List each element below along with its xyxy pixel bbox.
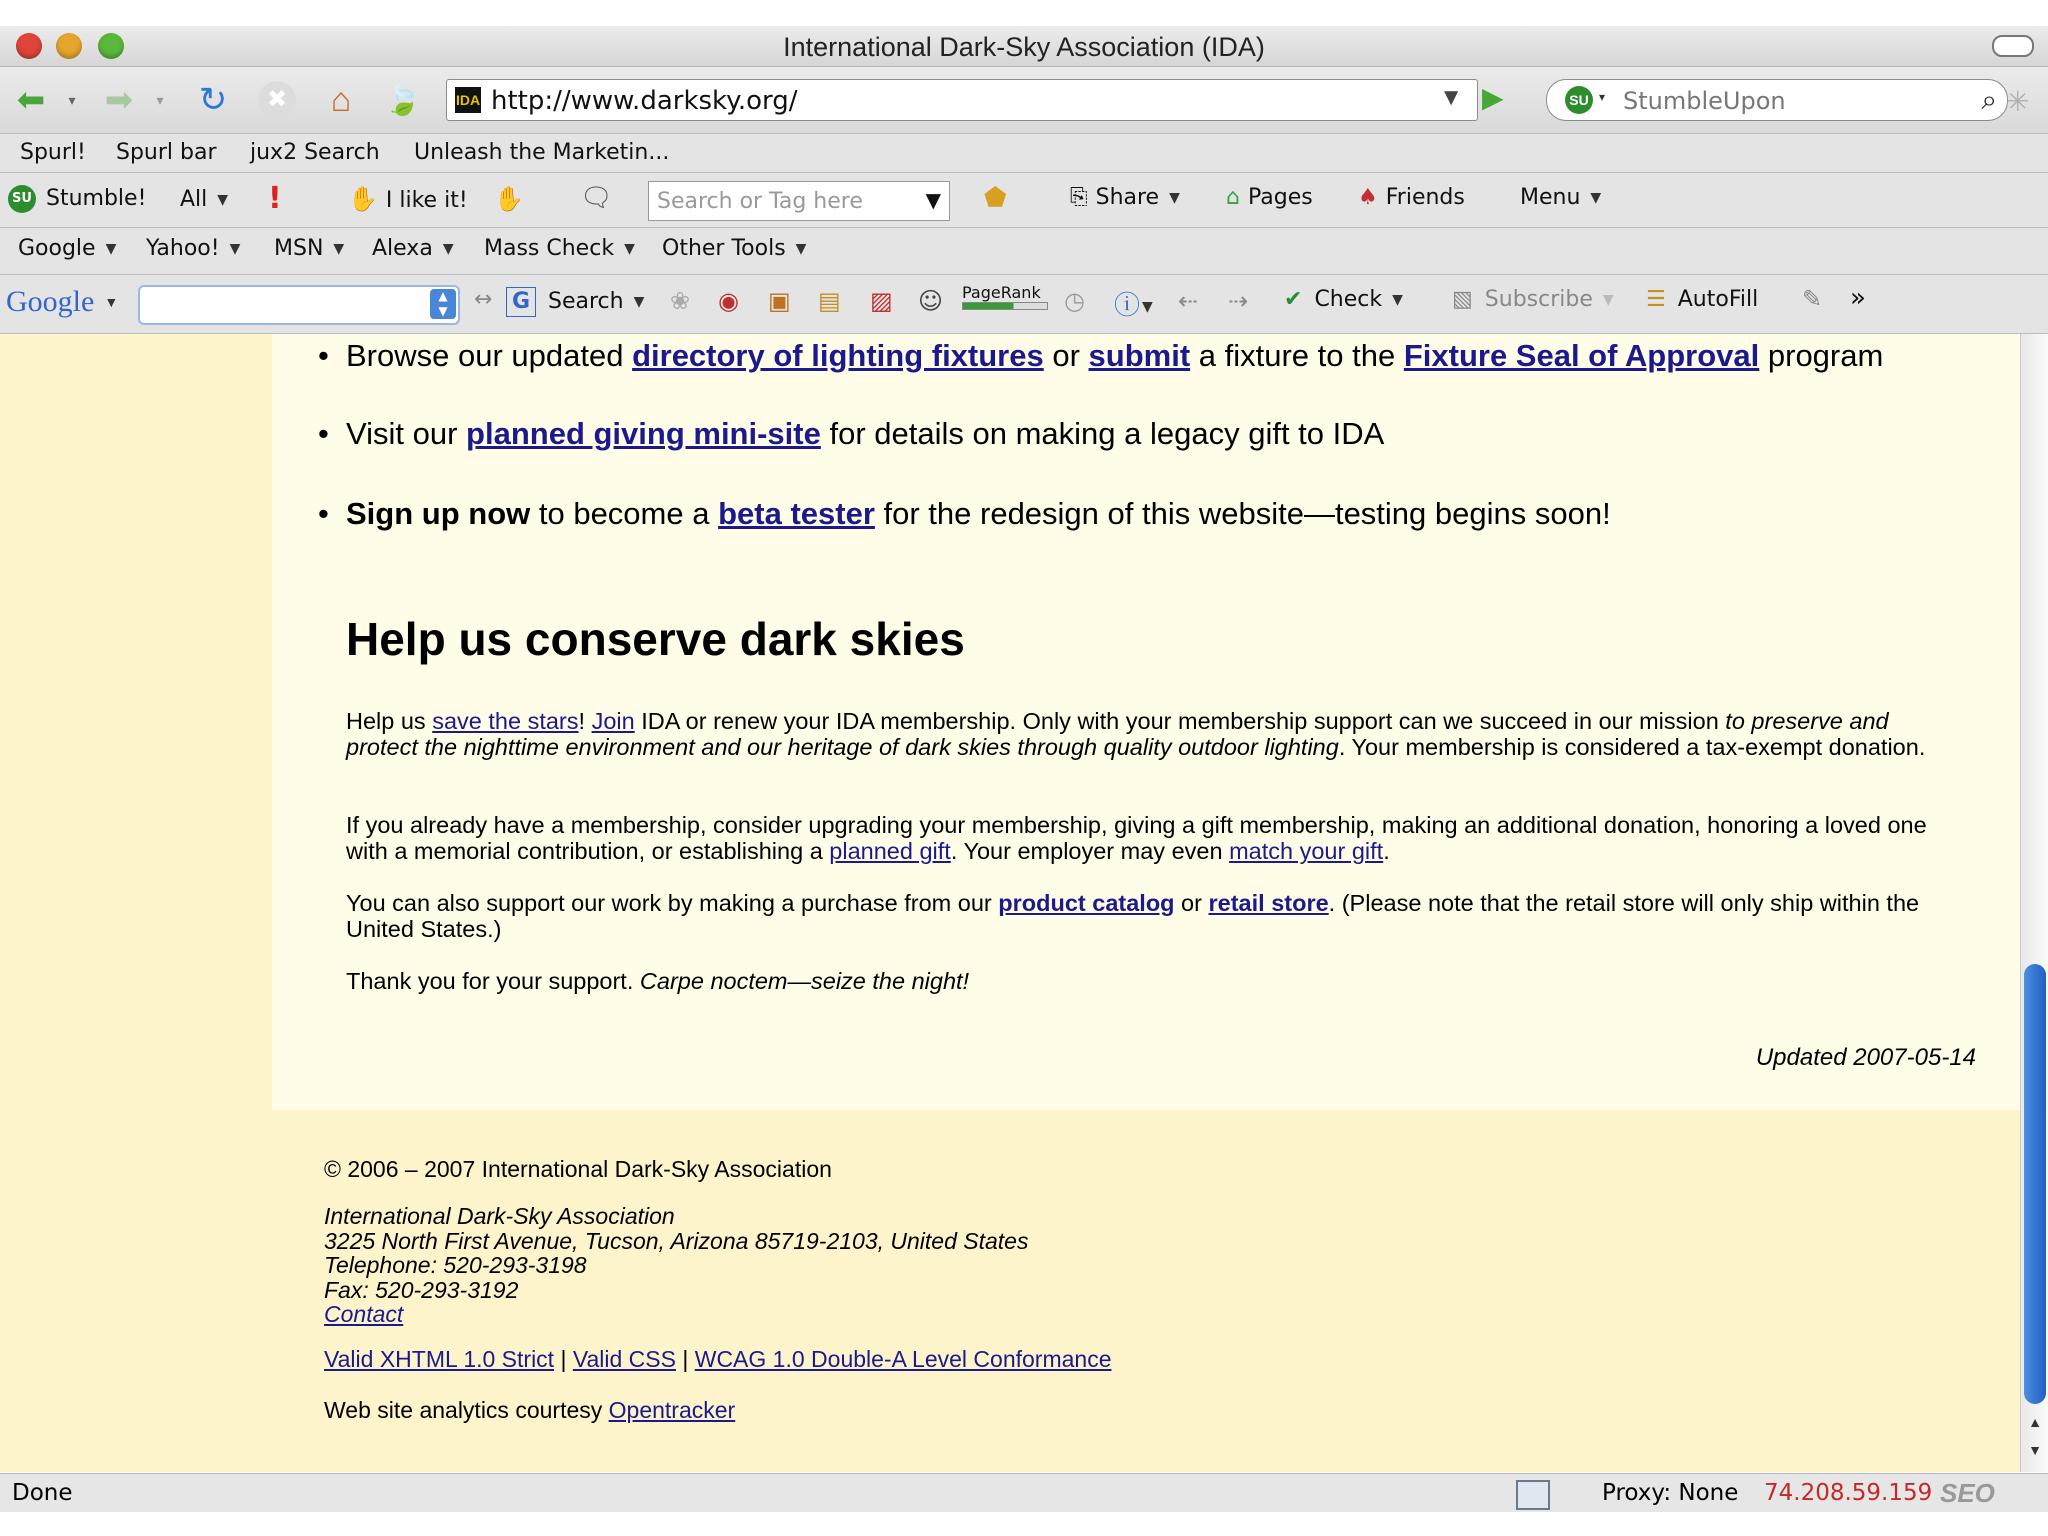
autofill-icon: ☰ — [1646, 287, 1666, 312]
sign-up-text: Sign up now — [346, 496, 531, 531]
bookmark-spurl-bar[interactable]: Spurl bar — [116, 140, 217, 165]
thumbs-up-icon: ✋ — [348, 185, 378, 213]
analytics-credit — [324, 1397, 735, 1424]
section-heading: Help us conserve dark skies — [346, 613, 965, 665]
thumbs-down-icon[interactable]: ✋ — [494, 185, 524, 213]
text: If you already have a membership, consider upgrading your membership, giving a gift membership, making an additional donation, honoring a loved one with a memorial contribution, or establishing a — [346, 812, 1927, 864]
text: Thank you for your support. — [346, 968, 640, 994]
menu-label: Menu — [1520, 185, 1581, 210]
product-catalog-link[interactable]: product catalog — [998, 890, 1175, 916]
text: or — [1043, 338, 1089, 373]
info-icon[interactable]: ⓘ ▼ — [1114, 291, 1153, 321]
copyright: © 2006 – 2007 International Dark-Sky Association — [324, 1156, 832, 1182]
text: Browse our updated — [346, 338, 633, 373]
engine-dropdown-icon[interactable]: ▾ — [1599, 90, 1606, 104]
paragraph-purchase — [346, 890, 1966, 942]
autofill-label: AutoFill — [1677, 287, 1759, 312]
address-block — [324, 1204, 1028, 1327]
window-title: International Dark-Sky Association (IDA) — [783, 32, 1265, 62]
planned-giving-link[interactable]: planned giving mini-site — [466, 416, 821, 451]
reload-icon[interactable]: ↻ — [198, 81, 228, 119]
paragraph-membership — [346, 708, 1966, 760]
separator: | — [560, 1346, 567, 1372]
forward-arrow-icon[interactable]: ➡ — [104, 81, 134, 119]
forward-history-dropdown[interactable]: ▾ — [156, 91, 164, 108]
match-your-gift-link[interactable]: match your gift — [1229, 838, 1384, 864]
contact-link[interactable]: Contact — [324, 1301, 404, 1327]
next-arrow-icon[interactable]: ⇢ — [1228, 287, 1249, 315]
seo-icon[interactable]: SEO — [1940, 1478, 1995, 1508]
google-logo: Google — [6, 285, 95, 318]
highlighter-icon[interactable]: ✎ — [1802, 285, 1823, 313]
alexa-menu-label: Alexa — [372, 236, 433, 261]
scroll-down-arrow-icon[interactable]: ▼ — [2028, 1442, 2042, 1458]
chevron-down-icon: ▼ — [104, 296, 119, 312]
site-favicon: IDA — [455, 87, 481, 113]
google-g-icon: G — [506, 287, 536, 317]
abc-check-icon: ✔ — [1284, 287, 1303, 312]
search-label: Search — [548, 289, 624, 314]
stumble-search-placeholder: Search or Tag here — [657, 189, 863, 214]
valid-css-link[interactable]: Valid CSS — [572, 1346, 676, 1372]
like-button[interactable] — [348, 185, 468, 213]
back-arrow-icon[interactable]: ⬅ — [16, 81, 46, 119]
google-search-input[interactable] — [138, 285, 460, 325]
vertical-scrollbar[interactable] — [2020, 334, 2048, 1472]
subscribe-label: Subscribe — [1484, 287, 1593, 312]
text: for details on making a legacy gift to IDA — [820, 416, 1385, 451]
previous-arrow-icon[interactable]: ⇠ — [1178, 287, 1199, 315]
news-icon[interactable]: ◉ — [718, 287, 739, 315]
clock-icon[interactable]: ◷ — [1064, 287, 1085, 315]
chevron-down-icon: ▼ — [1392, 292, 1403, 308]
stop-icon[interactable]: ✖ — [254, 77, 300, 123]
chevron-down-icon: ▼ — [333, 241, 345, 257]
google-menu[interactable] — [18, 236, 116, 261]
spell-check-button[interactable] — [1284, 287, 1403, 312]
bookmarks-toolbar — [0, 134, 2048, 173]
autofill-button[interactable] — [1646, 287, 1758, 312]
updated-date: Updated 2007-05-14 — [1755, 1044, 1976, 1071]
planned-gift-link[interactable]: planned gift — [829, 838, 951, 864]
opentracker-link[interactable]: Opentracker — [608, 1397, 736, 1423]
valid-xhtml-link[interactable]: Valid XHTML 1.0 Strict — [324, 1346, 555, 1372]
chevron-down-icon: ▼ — [1590, 190, 1602, 206]
friends-button[interactable] — [1358, 185, 1465, 210]
check-label: Check — [1314, 287, 1383, 312]
chevron-down-icon: ▼ — [1142, 298, 1153, 315]
bookmark-unleash-marketing[interactable]: Unleash the Marketin... — [414, 140, 670, 165]
go-arrow-icon[interactable]: ▶ — [1482, 82, 1504, 113]
text: a fixture to the — [1190, 338, 1404, 373]
text: ! — [578, 708, 592, 734]
carpe-noctem-text: Carpe noctem—seize the night! — [639, 968, 970, 994]
google-logo-menu[interactable] — [6, 285, 118, 319]
text: Web site analytics courtesy — [324, 1397, 609, 1423]
list-item — [346, 338, 1883, 374]
report-icon[interactable]: ! — [268, 181, 282, 216]
pagerank-bar — [962, 302, 1048, 310]
seo-tools-toolbar — [0, 228, 2048, 275]
address-fax: Fax: 520-293-3192 — [324, 1276, 519, 1303]
friends-label: Friends — [1385, 185, 1465, 210]
text: Help us — [346, 708, 433, 734]
share-label: Share — [1095, 185, 1160, 210]
submit-link[interactable]: submit — [1088, 338, 1191, 373]
search-engine-name[interactable]: StumbleUpon — [1623, 87, 1786, 115]
mass-check-menu-label: Mass Check — [484, 236, 615, 261]
back-history-dropdown[interactable]: ▾ — [68, 91, 76, 108]
pagerank-label: PageRank — [962, 283, 1041, 302]
share-dropdown[interactable] — [1070, 185, 1180, 210]
bookmarks-icon[interactable]: ▤ — [818, 287, 841, 315]
navigation-toolbar — [0, 67, 2048, 134]
paragraph-thanks — [346, 968, 1966, 994]
text: . Your employer may even — [950, 838, 1230, 864]
mass-check-menu[interactable] — [484, 236, 635, 261]
validation-links — [324, 1346, 1112, 1373]
url-history-dropdown-icon[interactable]: ▼ — [1439, 84, 1463, 111]
chevron-down-icon: ▼ — [1169, 190, 1180, 206]
url-text[interactable]: http://www.darksky.org/ — [491, 86, 798, 116]
msn-menu[interactable] — [274, 236, 344, 261]
paragraph-upgrade — [346, 812, 1966, 864]
address-bar[interactable] — [446, 79, 1478, 121]
popup-blocker-icon[interactable]: ▣ — [768, 287, 791, 315]
magnifier-icon[interactable]: ⌕ — [1981, 84, 1997, 115]
separator: | — [682, 1346, 689, 1372]
document-icon[interactable] — [1516, 1480, 1550, 1510]
scroll-up-arrow-icon[interactable]: ▲ — [2028, 1414, 2042, 1430]
notebook-icon[interactable]: ▨ — [870, 287, 893, 315]
share-icon: ⎘ — [1070, 185, 1088, 210]
web-page — [0, 334, 2020, 1472]
text: Visit our — [346, 416, 467, 451]
other-tools-menu[interactable] — [662, 236, 806, 261]
chevron-down-icon: ▼ — [624, 241, 635, 257]
friends-icon: ♠ — [1358, 185, 1378, 210]
title-bar — [0, 26, 2048, 67]
join-link[interactable]: Join — [591, 708, 635, 734]
rss-icon: ▧ — [1452, 287, 1473, 312]
proxy-status[interactable]: Proxy: None — [1602, 1480, 1739, 1506]
wcag-link[interactable]: WCAG 1.0 Double-A Level Conformance — [694, 1346, 1112, 1372]
text: You can also support our work by making a purchase from our — [346, 890, 999, 916]
bookmark-jux2-search[interactable]: jux2 Search — [250, 140, 380, 165]
chevron-down-icon[interactable]: ▼ — [925, 188, 941, 212]
lighting-fixtures-link[interactable]: directory of lighting fixtures — [632, 338, 1044, 373]
text: IDA or renew your IDA membership. Only with your membership support can we succeed in our mission — [634, 708, 1726, 734]
fixture-seal-link[interactable]: Fixture Seal of Approval — [1403, 338, 1760, 373]
stumbleupon-icon: SU — [8, 185, 36, 213]
chevron-down-icon: ▼ — [795, 241, 807, 257]
stumbleupon-toolbar — [0, 173, 2048, 228]
chevron-down-icon: ▼ — [229, 241, 241, 257]
toolbar-toggle-button[interactable] — [1992, 35, 2034, 57]
google-toolbar — [0, 275, 2048, 334]
throbber-icon: ✳ — [2006, 86, 2030, 117]
status-bar — [0, 1473, 2048, 1512]
search-history-stepper[interactable]: ▲ ▼ — [430, 289, 456, 319]
google-menu-label: Google — [18, 236, 96, 261]
search-engine-box[interactable] — [1546, 79, 2008, 121]
home-icon[interactable]: ⌂ — [330, 80, 352, 119]
address-telephone: Telephone: 520-293-3198 — [324, 1252, 587, 1278]
like-label: I like it! — [385, 188, 468, 213]
bookmark-spurl[interactable]: Spurl! — [20, 140, 86, 165]
beta-tester-link[interactable]: beta tester — [718, 496, 875, 531]
alexa-menu[interactable] — [372, 236, 454, 261]
chevron-down-icon: ▼ — [1602, 292, 1614, 308]
chevron-down-icon: ▼ — [633, 294, 645, 310]
pages-button[interactable] — [1226, 185, 1313, 210]
all-label: All — [180, 187, 208, 212]
retail-store-link[interactable]: retail store — [1208, 890, 1329, 916]
other-tools-menu-label: Other Tools — [662, 236, 786, 261]
text: or — [1174, 890, 1209, 916]
stumble-search-input[interactable] — [648, 181, 950, 221]
tag-icon[interactable]: ⬟ — [984, 183, 1007, 213]
stumble-button[interactable] — [8, 185, 146, 213]
chevron-down-icon: ▼ — [217, 192, 229, 208]
comment-bubble-icon[interactable]: 🗨 — [580, 183, 614, 213]
text: . (Please note that the retail store will only ship within the United States.) — [346, 890, 1920, 942]
leaf-icon[interactable]: 🍃 — [384, 83, 422, 117]
more-chevron-icon[interactable]: » — [1850, 283, 1866, 313]
ip-address[interactable]: 74.208.59.159 — [1764, 1480, 1933, 1506]
house-icon: ⌂ — [1226, 185, 1240, 210]
chevron-down-icon: ▼ — [105, 241, 117, 257]
pages-label: Pages — [1247, 185, 1313, 210]
text: program — [1759, 338, 1884, 373]
scroll-thumb[interactable] — [2024, 964, 2046, 1404]
text: . — [1383, 838, 1390, 864]
stumbleupon-icon[interactable]: SU — [1565, 86, 1593, 114]
text: to become a — [530, 496, 719, 531]
yahoo-menu[interactable] — [146, 236, 240, 261]
yahoo-menu-label: Yahoo! — [146, 236, 220, 261]
msn-menu-label: MSN — [274, 236, 324, 261]
menu-dropdown[interactable] — [1520, 185, 1601, 210]
save-the-stars-link[interactable]: save the stars — [432, 708, 579, 734]
google-search-button[interactable] — [506, 287, 644, 317]
puzzle-icon[interactable]: ❀ — [670, 287, 691, 315]
address-street: 3225 North First Avenue, Tucson, Arizona 85719-2103, United States — [324, 1227, 1029, 1254]
list-item — [346, 496, 1611, 532]
text: for the redesign of this website—testing begins soon! — [874, 496, 1611, 531]
chevron-down-icon: ▼ — [442, 241, 454, 257]
address-org: International Dark-Sky Association — [324, 1203, 675, 1229]
status-text: Done — [12, 1480, 73, 1506]
mission-text: to preserve and protect the nighttime environment and our heritage of dark skies through quality outdoor lighting — [346, 708, 1889, 760]
subscribe-button[interactable] — [1452, 287, 1614, 312]
pagerank-indicator[interactable] — [962, 283, 1048, 310]
spellcheck-face-icon[interactable]: ☺ — [918, 287, 944, 315]
all-dropdown[interactable] — [180, 187, 228, 212]
list-item — [346, 416, 1384, 452]
resize-handle-icon[interactable]: ↔ — [474, 287, 493, 312]
text: . Your membership is considered a tax-exempt donation. — [1338, 734, 1926, 760]
stumble-label: Stumble! — [46, 186, 147, 211]
